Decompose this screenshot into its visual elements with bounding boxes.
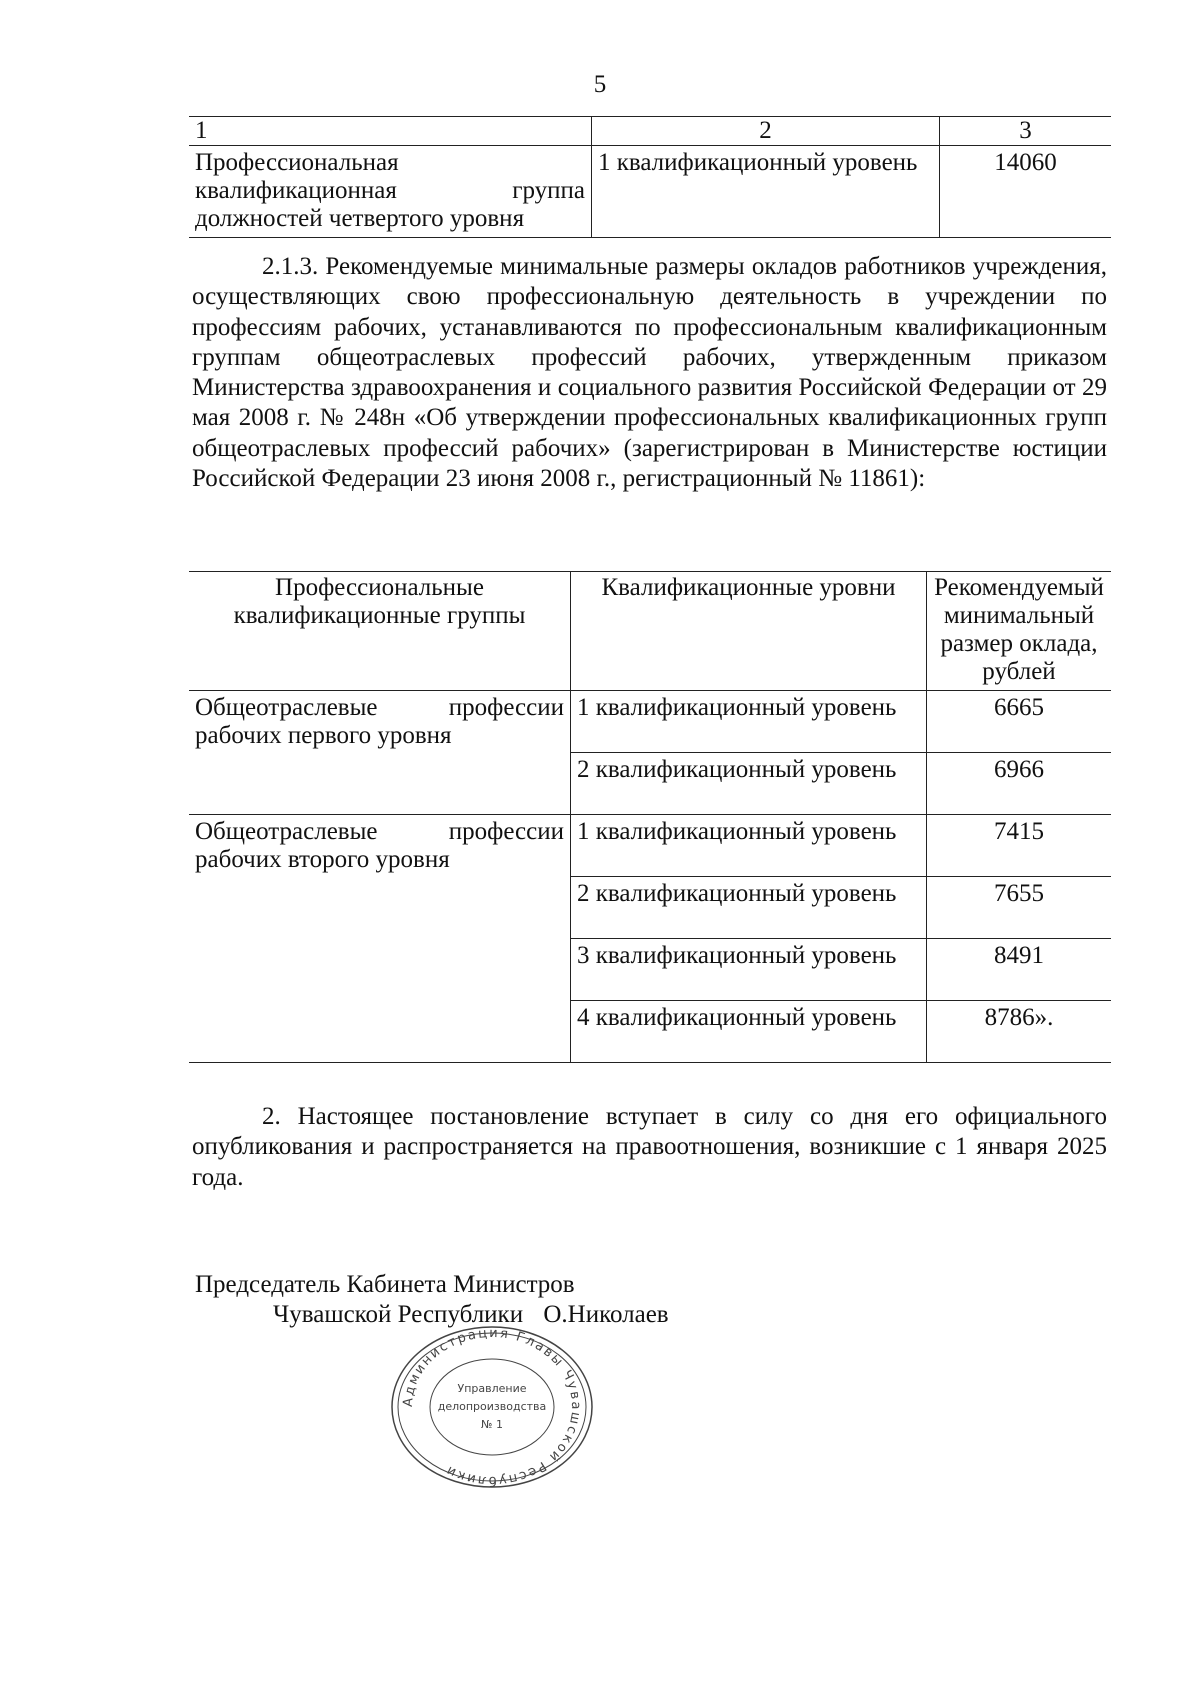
header-levels: Квалификационные уровни <box>571 572 927 691</box>
signature-title-line1: Председатель Кабинета Министров <box>195 1271 575 1298</box>
level-cell: 1 квалификационный уровень <box>571 815 927 877</box>
level-cell: 3 квалификационный уровень <box>571 939 927 1001</box>
salary-table-professional-groups <box>189 116 1111 238</box>
table-header-row <box>189 117 1111 146</box>
salary-cell: 6665 <box>927 691 1112 753</box>
salary-cell: 8491 <box>927 939 1112 1001</box>
paragraph-2-1-3 <box>192 252 1107 494</box>
header-groups: Профессиональные квалификационные группы <box>189 572 571 691</box>
group-cell: Общеотраслевые профессии рабочих первого уровня <box>189 691 571 815</box>
header-salary: Рекомендуемый минимальный размер оклада, рублей <box>927 572 1112 691</box>
signature-block <box>195 1270 669 1330</box>
page-number: 5 <box>593 71 607 98</box>
table-header-row <box>189 572 1111 691</box>
signature-title-republic: Чувашской Республики <box>273 1301 524 1328</box>
seal-outer-text: Администрация Главы Чувашской Республики <box>400 1325 584 1489</box>
salary-cell: 7655 <box>927 877 1112 939</box>
seal-inner-line2: делопроизводства <box>437 1400 547 1413</box>
level-cell: 1 квалификационный уровень <box>592 146 940 238</box>
column-number-3: 3 <box>940 117 1112 146</box>
salary-cell: 7415 <box>927 815 1112 877</box>
column-number-2: 2 <box>592 117 940 146</box>
paragraph-2-1-3-text: 2.1.3. Рекомендуемые минимальные размеры окладов работников учреждения, осуществляющих свою профессиональную деятельность в учреждении по профессиям рабочих, устанавливаются по профессиональным квалификационным группам общеотраслевых профессий рабочих, утвержденным приказом Министерства здравоохранения и социального развития Российской Федерации от 29 мая 2008 г. № 248н «Об утверждении профессиональных квалификационных групп общеотраслевых профессий рабочих» (зарегистрирован в Министерстве юстиции Российской Федерации 23 июня 2008 г., регистрационный № 11861): <box>192 253 1107 493</box>
group-cell: Профессиональная квалификационная группа должностей четвертого уровня <box>189 146 592 238</box>
group-cell: Общеотраслевые профессии рабочих второго уровня <box>189 815 571 1063</box>
seal-inner-line1: Управление <box>457 1382 527 1395</box>
salary-cell: 14060 <box>940 146 1112 238</box>
salary-table-workers <box>189 571 1111 1063</box>
table-row <box>189 691 1111 753</box>
table-row <box>189 146 1111 238</box>
level-cell: 1 квалификационный уровень <box>571 691 927 753</box>
salary-cell: 6966 <box>927 753 1112 815</box>
table-row <box>189 815 1111 877</box>
salary-cell: 8786». <box>927 1001 1112 1063</box>
column-number-1: 1 <box>189 117 592 146</box>
official-seal-icon <box>382 1322 602 1492</box>
signatory-name: О.Николаев <box>543 1301 669 1328</box>
level-cell: 2 квалификационный уровень <box>571 877 927 939</box>
level-cell: 2 квалификационный уровень <box>571 753 927 815</box>
seal-inner-line3: № 1 <box>481 1418 503 1431</box>
level-cell: 4 квалификационный уровень <box>571 1001 927 1063</box>
paragraph-2 <box>192 1102 1107 1193</box>
paragraph-2-text: 2. Настоящее постановление вступает в силу со дня его официального опубликования и распространяется на правоотношения, возникшие с 1 января 2025 года. <box>192 1103 1107 1191</box>
